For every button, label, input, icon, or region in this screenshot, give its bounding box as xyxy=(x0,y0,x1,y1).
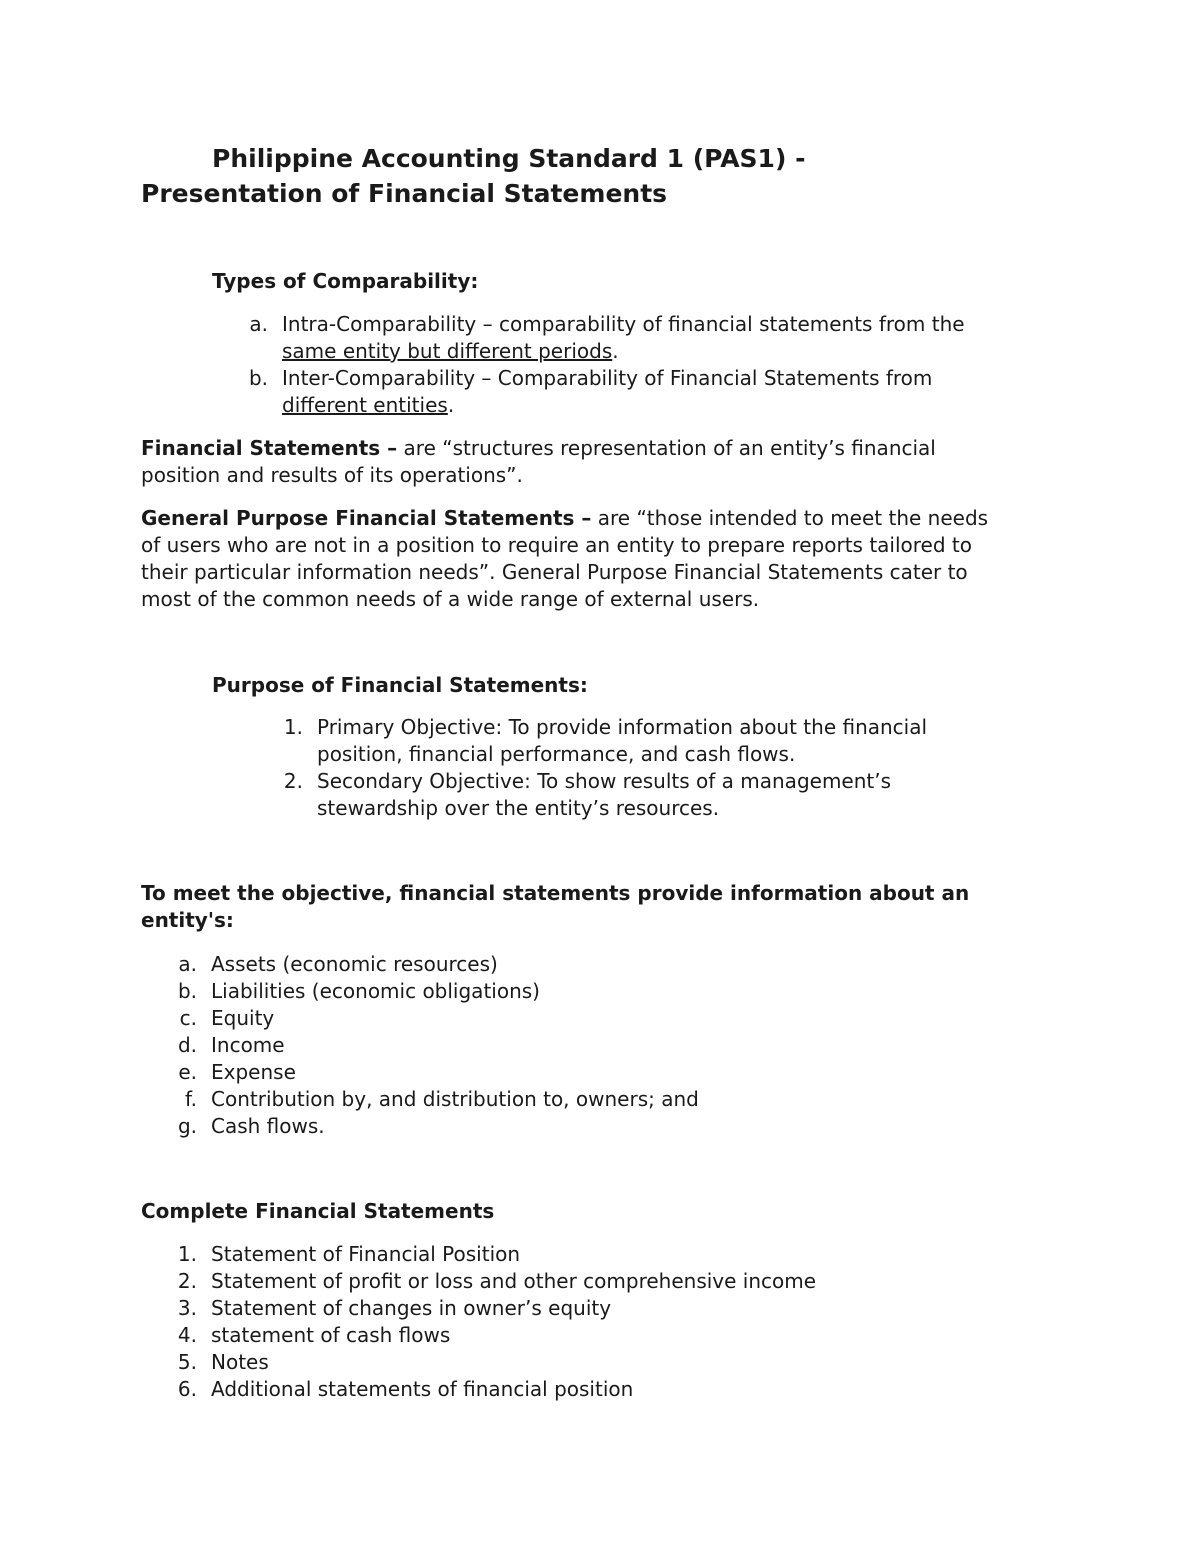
list-item xyxy=(249,311,1082,365)
gpfs-def-line-2: of users who are not in a position to require an entity to prepare reports tailored to xyxy=(141,533,972,557)
list-item-text: statement of cash flows xyxy=(211,1323,451,1347)
list-item-text: Expense xyxy=(211,1060,296,1084)
list-marker: a. xyxy=(178,952,197,976)
purpose-heading: Purpose of Financial Statements: xyxy=(212,673,588,697)
complete-list xyxy=(177,1241,1071,1403)
list-marker: b. xyxy=(177,979,197,1003)
list-item xyxy=(283,714,1077,768)
list-item xyxy=(178,951,1071,978)
gpfs-term: General Purpose Financial Statements – xyxy=(141,506,592,530)
list-item xyxy=(177,1113,1071,1140)
comparability-heading: Types of Comparability: xyxy=(212,269,479,293)
list-item xyxy=(185,1086,1071,1113)
list-item-text: Assets (economic resources) xyxy=(211,952,498,976)
list-item-text: Intra-Comparability – comparability of financial statements from the xyxy=(282,312,965,336)
list-marker: 3. xyxy=(177,1296,197,1320)
list-marker: 4. xyxy=(177,1323,197,1347)
list-marker: d. xyxy=(177,1033,197,1057)
underlined-text: same entity but different periods xyxy=(282,339,613,363)
fs-def-line-2: position and results of its operations”. xyxy=(141,463,523,487)
list-item xyxy=(178,1059,1071,1086)
fs-definition xyxy=(141,435,1071,489)
purpose-list xyxy=(283,714,1077,822)
list-item-line-2: stewardship over the entity’s resources. xyxy=(317,796,720,820)
objective-heading xyxy=(141,880,1071,934)
list-marker: 1. xyxy=(283,715,303,739)
list-marker: 2. xyxy=(177,1269,197,1293)
complete-heading: Complete Financial Statements xyxy=(141,1199,495,1223)
list-item-text: Notes xyxy=(211,1350,269,1374)
list-marker: g. xyxy=(177,1114,197,1138)
list-marker: c. xyxy=(179,1006,197,1030)
list-item-line-1: Primary Objective: To provide information about the financial xyxy=(317,715,928,739)
list-marker: a. xyxy=(249,312,268,336)
list-item xyxy=(177,1349,1071,1376)
list-item xyxy=(179,1005,1071,1032)
list-item xyxy=(283,768,1077,822)
list-item-line-1: Secondary Objective: To show results of a management’s xyxy=(317,769,892,793)
list-marker: b. xyxy=(248,366,268,390)
objective-heading-line-2: entity's: xyxy=(141,908,234,932)
title-line-1: Philippine Accounting Standard 1 (PAS1) - xyxy=(212,144,806,173)
list-item-text: Additional statements of financial position xyxy=(211,1377,634,1401)
list-marker: f. xyxy=(185,1087,197,1111)
list-item xyxy=(177,1241,1071,1268)
list-item xyxy=(177,1376,1071,1403)
list-marker: e. xyxy=(178,1060,197,1084)
list-item-text: Equity xyxy=(211,1006,275,1030)
gpfs-def-line-1: are “those intended to meet the needs xyxy=(591,506,989,530)
gpfs-def-line-4: most of the common needs of a wide range of external users. xyxy=(141,587,760,611)
list-item-text: Statement of Financial Position xyxy=(211,1242,521,1266)
comparability-list xyxy=(248,311,1082,419)
list-item-text: Income xyxy=(211,1033,285,1057)
list-item xyxy=(177,978,1071,1005)
list-marker: 6. xyxy=(177,1377,197,1401)
list-item xyxy=(177,1322,1071,1349)
list-item xyxy=(248,365,1082,419)
list-item-text: Statement of profit or loss and other comprehensive income xyxy=(211,1269,817,1293)
list-item xyxy=(177,1295,1071,1322)
list-item xyxy=(177,1268,1071,1295)
underlined-text: different entities xyxy=(282,393,448,417)
fs-term: Financial Statements – xyxy=(141,436,398,460)
objective-list xyxy=(177,951,1071,1140)
list-marker: 1. xyxy=(177,1242,197,1266)
objective-heading-line-1: To meet the objective, financial statements provide information about an xyxy=(141,881,970,905)
title-line-2: Presentation of Financial Statements xyxy=(141,179,668,208)
list-item-tail: . xyxy=(447,393,455,417)
gpfs-definition xyxy=(141,505,1071,613)
list-marker: 5. xyxy=(177,1350,197,1374)
list-item-text: Inter-Comparability – Comparability of Financial Statements from xyxy=(282,366,933,390)
list-marker: 2. xyxy=(283,769,303,793)
list-item-text: Contribution by, and distribution to, owners; and xyxy=(211,1087,699,1111)
list-item xyxy=(177,1032,1071,1059)
document-title xyxy=(141,141,1071,211)
fs-def-line-1: are “structures representation of an entity’s financial xyxy=(397,436,936,460)
list-item-text: Statement of changes in owner’s equity xyxy=(211,1296,612,1320)
gpfs-def-line-3: their particular information needs”. General Purpose Financial Statements cater to xyxy=(141,560,968,584)
list-item-text: Liabilities (economic obligations) xyxy=(211,979,540,1003)
list-item-text: Cash flows. xyxy=(211,1114,325,1138)
list-item-tail: . xyxy=(612,339,619,363)
list-item-line-2: position, financial performance, and cash flows. xyxy=(317,742,796,766)
